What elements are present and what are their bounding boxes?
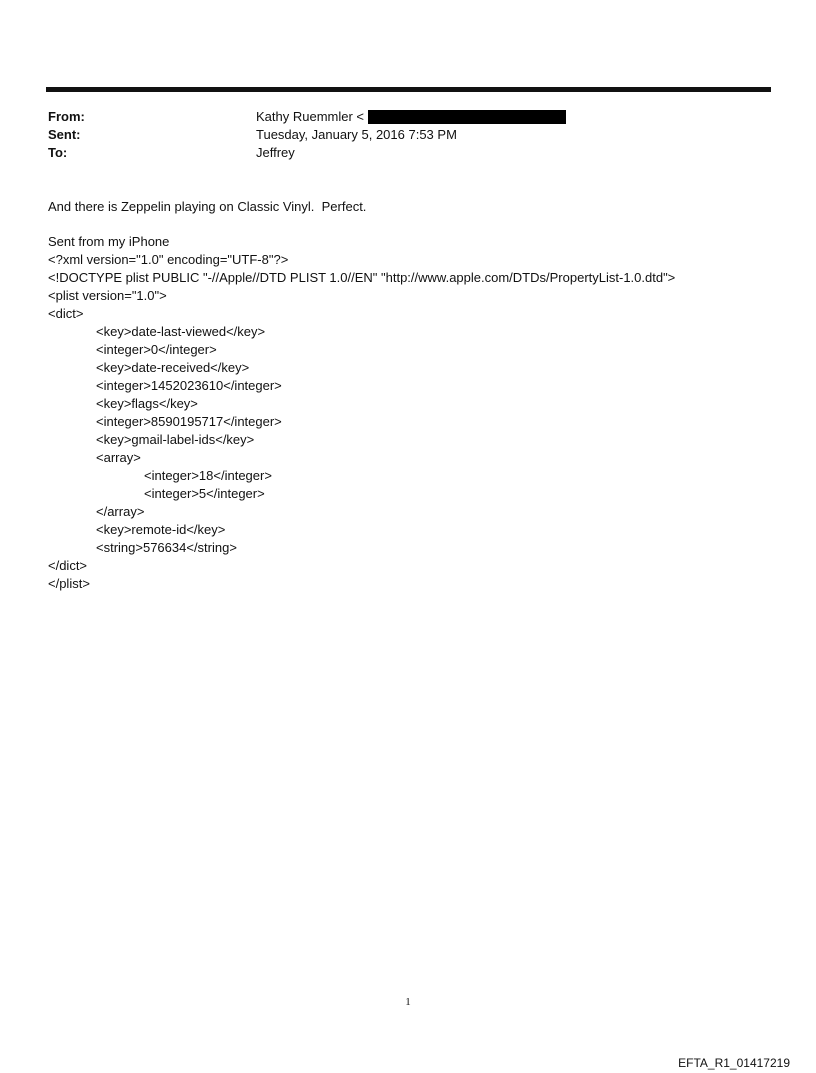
xml-line: <integer>0</integer> (96, 342, 217, 357)
xml-line: <key>gmail-label-ids</key> (96, 432, 255, 447)
sent-row (48, 126, 566, 144)
sent-value: Tuesday, January 5, 2016 7:53 PM (256, 127, 457, 142)
message-text: And there is Zeppelin playing on Classic Vinyl. Perfect. (48, 199, 367, 214)
xml-line: </dict> (48, 558, 88, 573)
to-row (48, 144, 566, 162)
xml-line: <?xml version="1.0" encoding="UTF-8"?> (48, 252, 289, 267)
email-body (48, 198, 675, 593)
xml-line: <integer>8590195717</integer> (96, 414, 282, 429)
xml-line: <integer>18</integer> (144, 468, 272, 483)
xml-block (48, 251, 675, 593)
redaction-block (368, 110, 566, 124)
xml-line: <key>date-last-viewed</key> (96, 324, 266, 339)
signature-text: Sent from my iPhone (48, 234, 170, 249)
xml-line: <integer>1452023610</integer> (96, 378, 282, 393)
xml-line: <array> (96, 450, 141, 465)
xml-line: <string>576634</string> (96, 540, 237, 555)
top-divider (46, 87, 771, 92)
to-label: To: (48, 145, 68, 160)
from-label: From: (48, 109, 85, 124)
xml-line: <!DOCTYPE plist PUBLIC "-//Apple//DTD PLIST 1.0//EN" "http://www.apple.com/DTDs/PropertyList-1.0.dtd"> (48, 270, 676, 285)
from-value (256, 108, 566, 126)
xml-line: <key>flags</key> (96, 396, 198, 411)
email-header (48, 108, 566, 162)
document-id: EFTA_R1_01417219 (678, 1056, 790, 1070)
sent-label: Sent: (48, 127, 81, 142)
to-value: Jeffrey (256, 145, 295, 160)
from-row (48, 108, 566, 126)
xml-line: <key>date-received</key> (96, 360, 250, 375)
xml-line: <key>remote-id</key> (96, 522, 226, 537)
xml-line: <integer>5</integer> (144, 486, 265, 501)
xml-line: <plist version="1.0"> (48, 288, 167, 303)
sender-name: Kathy Ruemmler < (256, 109, 365, 124)
xml-line: </plist> (48, 576, 90, 591)
xml-line: </array> (96, 504, 145, 519)
page-number: 1 (405, 996, 411, 1008)
xml-line: <dict> (48, 306, 84, 321)
